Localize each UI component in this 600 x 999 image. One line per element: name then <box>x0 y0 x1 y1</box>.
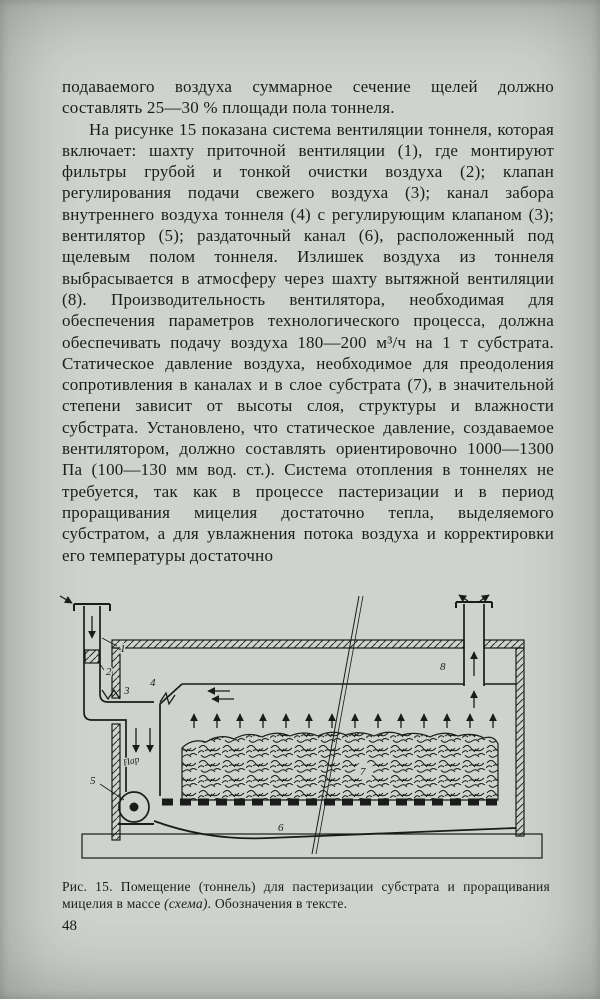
body-text <box>62 76 554 566</box>
tunnel-schematic-drawing <box>54 594 546 878</box>
air-filter <box>85 650 99 663</box>
label-3-valve: 3 <box>124 685 130 697</box>
airflow-arrows <box>60 595 493 752</box>
paragraph-continuation: подаваемого воздуха суммарное сечение щелей должно составлять 25—30 % площади пола тоннеля. <box>62 77 554 118</box>
caption-italic: (схема) <box>164 896 208 911</box>
label-1-intake-shaft: 1 <box>120 643 126 655</box>
caption-text: Рис. 15. Помещение (тоннель) для пастеризации субстрата и проращивания мицелия в массе <box>62 879 550 911</box>
label-5-fan: 5 <box>90 775 96 787</box>
label-2-filter: 2 <box>106 666 112 678</box>
label-8-exhaust-shaft: 8 <box>440 661 446 673</box>
ground-hatching <box>82 834 542 858</box>
page-number: 48 <box>62 918 77 934</box>
label-7-substrate: 7 <box>360 766 366 778</box>
label-6-distribution-channel: 6 <box>278 822 284 834</box>
caption-tail: . Обозначения в тексте. <box>207 896 348 911</box>
distribution-channel <box>154 821 516 838</box>
paragraph-main: На рисунке 15 показана система вентиляции тоннеля, которая включает: шахту приточной вентиляции (1), где монтируют фильтры грубой и тонкой очистки воздуха (2); клапан регулирования подачи свежего воздуха (3); канал забора внутреннего воздуха тоннеля (4) с регулирующим клапаном (3); вентилятор (5); раздаточный канал (6), расположенный под щелевым полом тоннеля. Излишек воздуха из тоннеля выбрасывается в атмосферу через шахту вытяжной вентиляции (8). Производительность вентилятора, необходимая для обеспечения параметров технологического процесса, должна обеспечивать подачу воздуха 180—200 м³/ч на 1 т субстрата. Статическое давление воздуха, необходимое для преодоления сопротивления в каналах и в слое субстрата (7), в значительной степени зависит от высоты слоя, структуры и влажности субстрата. Установлено, что статическое давление, создаваемое вентилятором, должно составлять ориентировочно 1000—1300 Па (100—130 мм вод. ст.). Система отопления в тоннелях не требуется, так как в процессе пастеризации и в период проращивания мицелия достаточно тепла, выделяемого субстратом, а для увлажнения потока воздуха и корректировки его температуры достаточно <box>62 119 554 565</box>
figure-caption <box>62 878 550 912</box>
exhaust-cap <box>456 602 492 608</box>
fan-hub <box>130 803 139 812</box>
intake-cap <box>74 604 110 611</box>
label-4-recirc-channel: 4 <box>150 677 156 689</box>
label-steam: Пар <box>122 755 141 769</box>
fan <box>118 792 154 824</box>
substrate-mass <box>182 732 498 800</box>
figure-15 <box>54 594 546 883</box>
